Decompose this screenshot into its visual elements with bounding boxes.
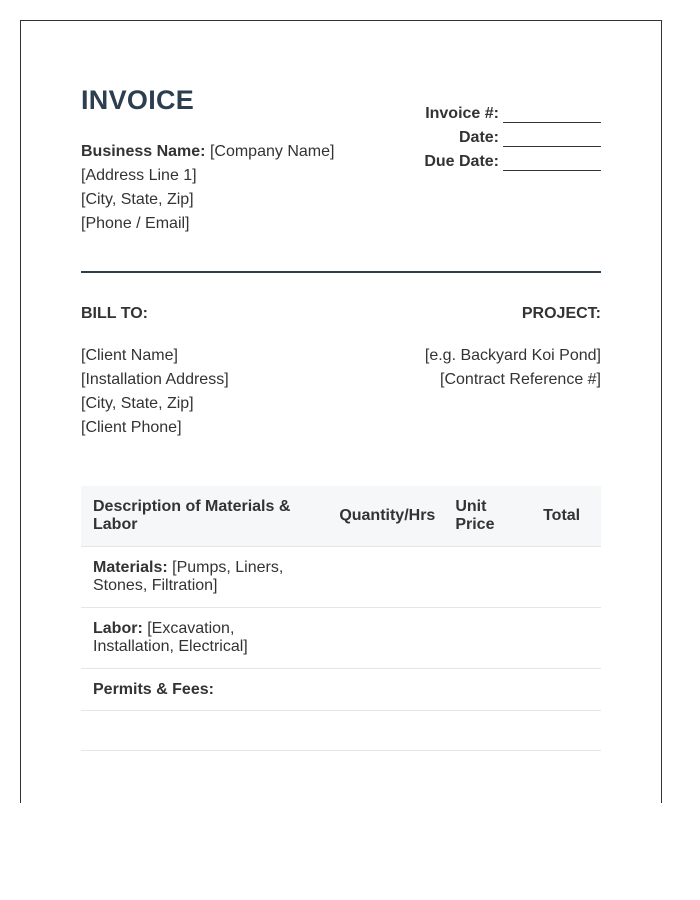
table-row (81, 711, 601, 751)
row-unit-price-cell[interactable] (443, 547, 522, 608)
row-quantity-cell[interactable] (331, 669, 443, 711)
table-row (81, 669, 601, 711)
header-description: Description of Materials & Labor (81, 486, 331, 547)
row-total-cell[interactable] (522, 608, 601, 669)
row-total-cell[interactable] (522, 669, 601, 711)
row-description (81, 608, 331, 669)
bill-to-heading: BILL TO: (81, 305, 148, 322)
row-total-cell[interactable] (522, 711, 601, 751)
row-quantity-cell[interactable] (331, 608, 443, 669)
row-description (81, 711, 331, 751)
line-items-table (81, 486, 601, 751)
business-name-line (81, 140, 334, 164)
table-header-row (81, 486, 601, 547)
business-name-value: [Company Name] (205, 143, 335, 160)
invoice-number-row (341, 99, 601, 123)
business-info (81, 140, 334, 236)
header-unit-price: Unit Price (443, 486, 522, 547)
row-unit-price-cell[interactable] (443, 711, 522, 751)
business-contact-line: [Phone / Email] (81, 215, 190, 232)
invoice-meta (341, 99, 601, 171)
bill-to-block (81, 344, 229, 440)
due-date-row (341, 147, 601, 171)
row-text: [Excavation, Installation, Electrical] (93, 620, 248, 655)
row-unit-price-cell[interactable] (443, 669, 522, 711)
project-heading: PROJECT: (521, 305, 601, 322)
project-name-line: [e.g. Backyard Koi Pond] (424, 347, 601, 364)
due-date-blank[interactable] (503, 151, 601, 171)
invoice-page (20, 20, 662, 803)
business-name-label: Business Name: (81, 143, 206, 160)
row-description (81, 669, 331, 711)
project-block (425, 344, 601, 392)
row-quantity-cell[interactable] (331, 711, 443, 751)
due-date-label: Due Date: (424, 153, 499, 170)
row-description (81, 547, 331, 608)
table-row (81, 547, 601, 608)
client-city-line: [City, State, Zip] (81, 395, 194, 412)
header-quantity: Quantity/Hrs (331, 486, 443, 547)
installation-address-line: [Installation Address] (81, 371, 229, 388)
table-row (81, 608, 601, 669)
date-label: Date: (458, 129, 499, 146)
client-phone-line: [Client Phone] (81, 419, 182, 436)
client-name-line: [Client Name] (81, 347, 178, 364)
header-divider (81, 271, 601, 273)
business-address-line: [Address Line 1] (81, 167, 197, 184)
date-row (341, 123, 601, 147)
row-text: [Pumps, Liners, Stones, Filtration] (93, 559, 284, 594)
business-city-line: [City, State, Zip] (81, 191, 194, 208)
date-blank[interactable] (503, 127, 601, 147)
row-label: Permits & Fees: (93, 680, 214, 698)
invoice-number-label: Invoice #: (425, 105, 499, 122)
invoice-title: INVOICE (81, 85, 195, 115)
row-label: Labor: (93, 620, 143, 637)
row-unit-price-cell[interactable] (443, 608, 522, 669)
row-quantity-cell[interactable] (331, 547, 443, 608)
row-label: Materials: (93, 559, 168, 576)
row-total-cell[interactable] (522, 547, 601, 608)
header-total: Total (522, 486, 601, 547)
invoice-number-blank[interactable] (503, 103, 601, 123)
contract-reference-line: [Contract Reference #] (440, 371, 601, 388)
